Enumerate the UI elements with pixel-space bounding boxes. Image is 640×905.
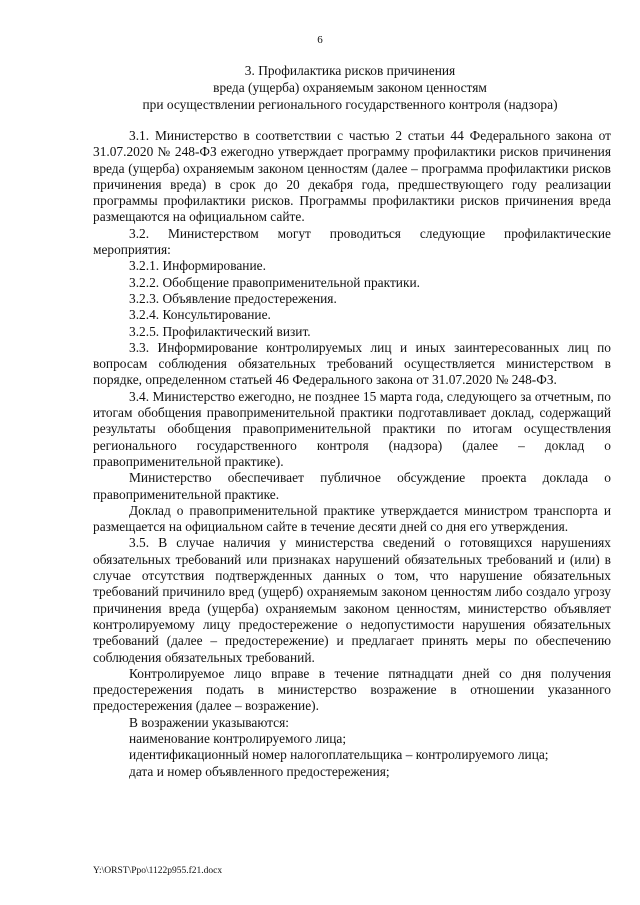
paragraph-3-4-public-discussion: Министерство обеспечивает публичное обсуждение проекта доклада о правоприменительной практике. <box>93 470 611 502</box>
paragraph-3-4-approval: Доклад о правоприменительной практике утверждается министром транспорта и размещается на официальном сайте в течение десяти дней со дня его утверждения. <box>93 502 611 535</box>
document-body <box>93 128 611 780</box>
footer-file-path: Y:\ORST\Ppo\1122p955.f21.docx <box>93 866 223 876</box>
paragraph-3-5-objection-right: Контролируемое лицо вправе в течение пятнадцати дней со дня получения предостережения подать в министерство возражение в отношении указанного предостережения (далее – возражение). <box>93 665 611 714</box>
objection-intro: В возражении указываются: <box>129 714 289 730</box>
section-heading <box>80 62 620 113</box>
list-item-3-2-2: 3.2.2. Обобщение правоприменительной практики. <box>129 274 420 290</box>
list-item-3-2-5: 3.2.5. Профилактический визит. <box>129 323 311 339</box>
paragraph-3-1: 3.1. Министерство в соответствии с частью 2 статьи 44 Федерального закона от 31.07.2020 № 248-ФЗ ежегодно утверждает программу профилактики рисков причинения вреда (ущерба) охраняемым законом ценностям (далее – программа профилактики рисков причинения вреда) в срок до 20 декабря года, предшествующего году реализации программы профилактики рисков. Программы профилактики рисков причинения вреда размещаются на официальном сайте. <box>93 128 611 225</box>
list-item-3-2-3: 3.2.3. Объявление предостережения. <box>129 290 337 306</box>
page-number: 6 <box>317 34 323 46</box>
paragraph-3-2: 3.2. Министерством могут проводиться следующие профилактические мероприятия: <box>93 225 611 258</box>
paragraph-3-3: 3.3. Информирование контролируемых лиц и иных заинтересованных лиц по вопросам соблюдения обязательных требований осуществляется министерством в порядке, определенном статьей 46 Федерального закона от 31.07.2020 № 248-ФЗ. <box>93 339 611 388</box>
objection-item-inn: идентификационный номер налогоплательщика – контролируемого лица; <box>129 747 549 763</box>
list-item-3-2-4: 3.2.4. Консультирование. <box>129 307 271 323</box>
heading-line-1: 3. Профилактика рисков причинения <box>244 63 456 78</box>
objection-item-date-number: дата и номер объявленного предостережения; <box>129 763 390 779</box>
paragraph-3-4: 3.4. Министерство ежегодно, не позднее 15 марта года, следующего за отчетным, по итогам обобщения правоприменительной практики подготавливает доклад, содержащий результаты обобщения правоприменительной практики по итогам осуществления регионального государственного контроля (надзора) (далее – доклад о правоприменительной практике). <box>93 388 611 469</box>
paragraph-3-5: 3.5. В случае наличия у министерства сведений о готовящихся нарушениях обязательных требований или признаках нарушений обязательных требований и (или) в случае отсутствия подтвержденных данных о том, что нарушение обязательных требований причинило вред (ущерб) охраняемым законом ценностям либо создало угрозу причинения вреда (ущерба) охраняемым законом ценностям, министерство объявляет контролируемому лицу предостережение о недопустимости нарушения обязательных требований (далее – предостережение) и предлагает принять меры по обеспечению соблюдения обязательных требований. <box>93 535 611 665</box>
objection-item-name: наименование контролируемого лица; <box>129 730 347 746</box>
list-item-3-2-1: 3.2.1. Информирование. <box>129 258 266 274</box>
heading-line-2: вреда (ущерба) охраняемым законом ценностям <box>213 80 487 95</box>
heading-line-3: при осуществлении регионального государственного контроля (надзора) <box>142 97 558 112</box>
